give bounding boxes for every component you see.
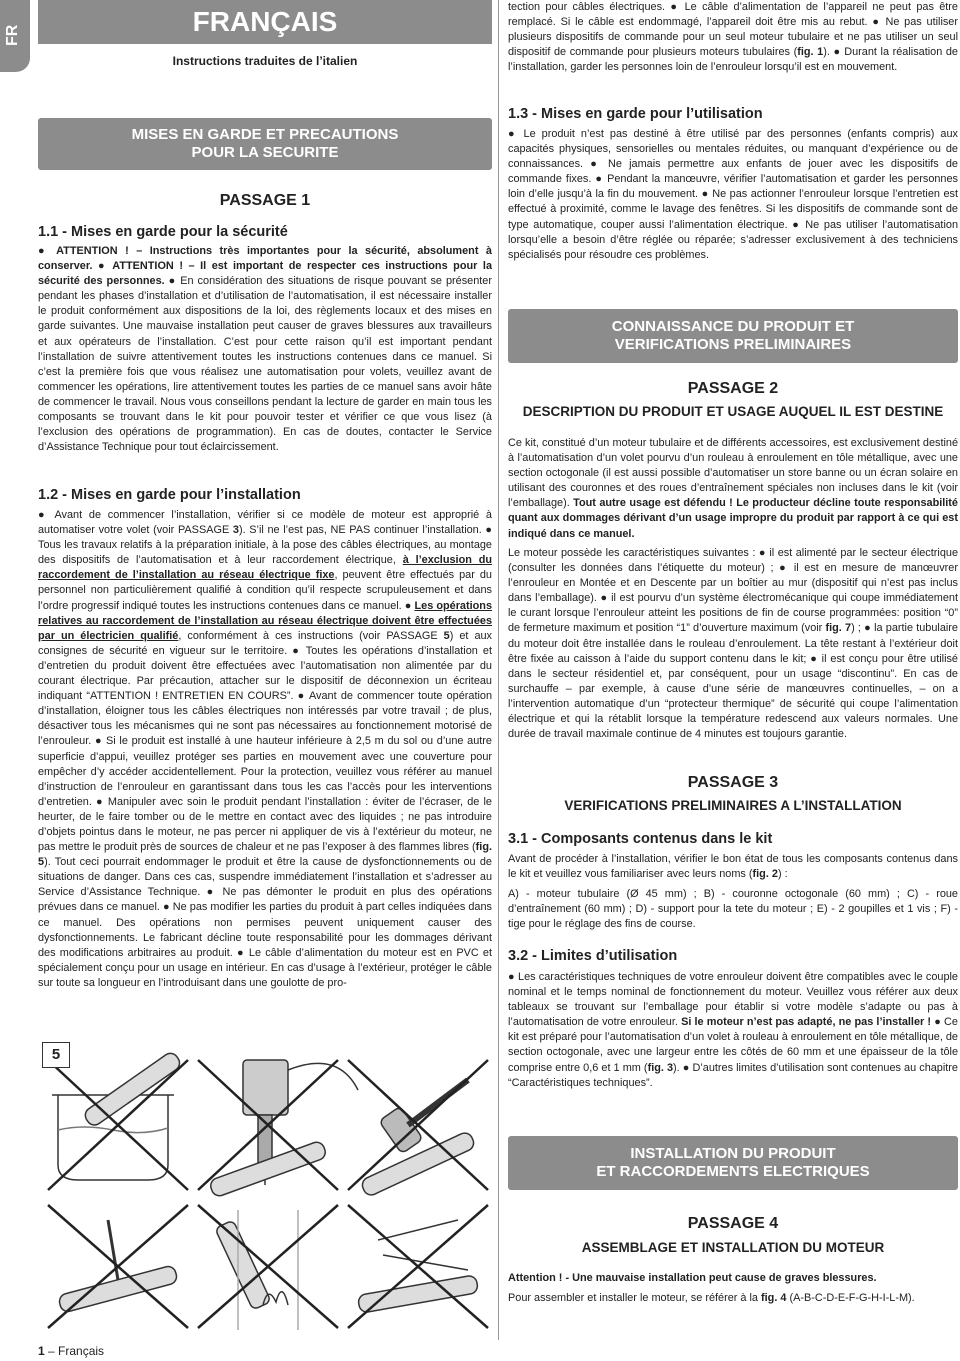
p4-fig-ref: fig. 4 bbox=[761, 1292, 787, 1304]
language-tab bbox=[0, 0, 30, 72]
p2-a: Ce kit, constitué d’un moteur tubulaire et de différents accessoires, est exclusivement destiné à l’automatisation d’un volet pourvu d’un rouleau à enroulement en tôle métallique, avec une section octogonale (il est aussi possible d’automatiser un store banne ou un écran solaire en utilisant des couronnes et des roues d’entraînement spéciales non incluses dans le kit (voir l’emballage). bbox=[508, 437, 958, 510]
column-divider bbox=[498, 0, 499, 1340]
top-text-a: tection pour câbles électriques. ● Le câble d’alimentation de l’appareil ne peut pas être remplacé. Si le câble est endommagé, l’appareil doit être mis au rebut. ● Ne pas utiliser plusieurs dispositifs de commande pour un seul moteur tubulaire et ne pas utiliser un seul dispositif de commande pour plusieurs moteurs tubulaires ( bbox=[508, 1, 958, 59]
s2-passage-ref: 3 bbox=[232, 524, 239, 537]
s2-underline-1: à l’exclusion du raccordement de l’installation au réseau électrique fixe bbox=[38, 554, 492, 582]
section-1-1-text bbox=[38, 244, 492, 455]
language-tab-label: FR bbox=[4, 24, 21, 46]
section-1-1-body: ● En considération des situations de risque pouvant se présenter pendant les phases d’installation et d’utilisation de l’automatisation, il est nécessaire installer le produit conformément aux dispositions de la loi, des règlements locaux et des mises en garde suivantes. Une mauvaise installation peut causer de graves blessures aux travailleurs et aux opérateurs de l’installation. C’est pour cette raison qu’il est important pendant l’installation de suivre attentivement toutes les instructions contenues dans ce manuel. Si c’est la première fois que vous réalisez une automatisation pour volets, veuillez avant de commencer les opérations, lire attentivement toutes les parties de ce manuel sans avoir hâte de commencer le travail. Nous vous conseillons pendant la lecture de garder en main tous les composants se trouvant dans le kit pour pouvoir tester et vérifier ce que vous lisez (à l’exclusion des opérations de programmation). En cas de doutes, contacter le Service d’Assistance Technique pour tout éclaircissement. bbox=[38, 275, 492, 454]
figure-5 bbox=[38, 1040, 492, 1330]
s31-fig-ref: fig. 2 bbox=[752, 868, 778, 881]
section-1-2-text bbox=[38, 508, 492, 991]
p2-d: ) ; ● la partie tubulaire du moteur doit être installée dans le rouleau d’enroulement. La tête restant à l’extérieur doit être fixée au caisson à l’aide du support contenu dans le kit; ● il est conçu pour être utilisé dans le secteur résidentiel et, par conséquent, pour un usage “discontinu”. En cas de surchauffe – par exemple, à cause d’une série de manœuvres continuelles, – on a l’intervention automatique d’un “protecteur thermique” de sécurité qui coupe l’alimentation électrique et qui la rétablit lorsque la température redescend aux valeurs normales. Une durée de travail maximale continue de 4 minutes est toujours garantie. bbox=[508, 622, 958, 741]
page-subtitle: Instructions traduites de l’italien bbox=[172, 54, 358, 68]
p2-b: Tout autre usage est défendu ! Le producteur décline toute responsabilité quant aux dommages dérivant d’un usage impropre du produit par rapport à ce qui est indiqué dans ce manuel. bbox=[508, 497, 958, 540]
passage-2-text-1 bbox=[508, 436, 958, 542]
s2-part-i: ). Tout ceci pourrait endommager le produit et être la cause de dysfonctionnements ou de situations de danger. Dans ces cas, suspendre immédiatement l’installation et s’adresser au Service d’Assistance Technique. ● Ne pas démonter le produit en plus des opérations prévues dans ce manuel. ● Ne pas modifier les parties du produit à part celles indiquées dans ce manuel. Des opérations non permises peuvent uniquement causer des dysfonctionnements. Le fabricant décline toute responsabilité pour les dommages dérivant des modifications arbitraires au produit. ● Le câble d’alimentation du moteur est en PVC et spécialement conçu pour un usage en intérieur. En cas d’usage à l’extérieur, protéger le câble sur toute sa longueur en l’introduisant dans une goulotte de pro- bbox=[38, 856, 492, 989]
s2-underline-2: Les opérations relatives au raccordement de l’installation au réseau électrique doivent être effectuées par un électricien qualifié bbox=[38, 599, 492, 642]
section-3-1-list: A) - moteur tubulaire (Ø 45 mm) ; B) - couronne octogonale (60 mm) ; C) - roue d’entraînement (60 mm) ; D) - support pour la tete du moteur ; E) - 2 goupilles et 1 vis ; F) - tige pour le réglage des fins de course. bbox=[508, 888, 958, 931]
continued-text bbox=[508, 0, 958, 75]
section-1-2-title: 1.2 - Mises en garde pour l’installation bbox=[38, 487, 301, 503]
section-3-1-text bbox=[508, 852, 958, 882]
banner-product: CONNAISSANCE DU PRODUIT ET VERIFICATIONS PRELIMINAIRES bbox=[508, 309, 958, 363]
banner-safety: MISES EN GARDE ET PRECAUTIONS POUR LA SECURITE bbox=[38, 118, 492, 170]
top-text-b: ). ● Durant la réalisation de l’installation, garder les personnes loin de l’enrouleur lorsqu’il est en mouvement. bbox=[508, 46, 958, 74]
p2-fig-ref: fig. 7 bbox=[825, 622, 852, 635]
p4-a: Pour assembler et installer le moteur, se référer à la bbox=[508, 1292, 762, 1304]
passage-4-subtitle: ASSEMBLAGE ET INSTALLATION DU MOTEUR bbox=[581, 1240, 885, 1255]
banner-installation: INSTALLATION DU PRODUIT ET RACCORDEMENTS ELECTRIQUES bbox=[508, 1136, 958, 1190]
section-1-1-bold: ● ATTENTION ! – Instructions très importantes pour la sécurité, absolument à conserver. ● ATTENTION ! – Il est important de respecter ces instructions pour la sécurité des personnes. bbox=[38, 245, 492, 288]
passage-2-title: PASSAGE 2 bbox=[687, 380, 779, 397]
top-fig-ref: fig. 1 bbox=[797, 46, 824, 59]
s2-part-g: ) et aux consignes de sécurité en vigueur sur le territoire. ● Toutes les opérations d’installation et d’entretien du produit doivent être effectuées avec l’automatisation non alimentée par du courant électrique. Par précaution, attacher sur le dispositif de déconnexion un écriteau indiquant “ATTENTION ! ENTRETIEN EN COURS”. ● Avant de commencer toute opération d’installation, éloigner tous les câbles électriques non intéressés par votre travail ; de plus, désactiver tous les mécanismes qui ne sont pas nécessaires au fonctionnement motorisé de l’enrouleur. ● Si le produit est installé à une hauteur inférieure à 2,5 m du sol ou d’une autre superficie d’appui, veuillez protéger ses parties en mouvement avec une couverture pour empêcher d’y accéder accidentellement. Pour la protection, veuillez vous référer au manuel d’instruction de l’enrouleur en garantissant dans tous les cas l’accès pour les interventions d’entretien. ● Manipuler avec soin le produit pendant l’installation : éviter de l’écraser, de le heurter, de le faire tomber ou de le mettre en contact avec des liquides ; ne pas introduire d’objets pointus dans le moteur, ne pas percer ni appliquer de vis à l’extérieur du moteur, ne pas mettre le produit près de sources de chaleur et ne pas l’exposer à des flammes libres ( bbox=[38, 629, 492, 854]
passage-2-text-2 bbox=[508, 546, 958, 742]
section-1-1-title: 1.1 - Mises en garde pour la sécurité bbox=[38, 224, 288, 240]
section-1-3-text: ● Le produit n’est pas destiné à être utilisé par des personnes (enfants compris) aux capacités physiques, sensorielles ou mentales réduites, ou manquant d’expérience ou de connaissances. ● Ne jamais permettre aux enfants de jouer avec les dispositifs de commande fixes. ● Pendant la manœuvre, vérifier l’automatisation et garder les personnes loin d’elle jusqu’à la fin du mouvement. ● Ne pas actionner l’enrouleur lorsque l’entretien est effectué à proximité, comme le lavage des fenêtres. Si les dispositifs de commande sont de type automatique, couper aussi l’alimentation électrique. ● Ne pas utiliser l’automatisation lorsqu’elle a besoin d’être réglée ou réparée; s’adresser exclusivement à des techniciens spécialisés pour résoudre ces problèmes. bbox=[508, 128, 958, 261]
section-1-3-title: 1.3 - Mises en garde pour l’utilisation bbox=[508, 106, 763, 122]
s32-c: ● Ce kit est préparé pour l’automatisation d’un volet à rouleau à enroulement en tôle métallique, de section octogonale, avec une largeur entre les côtés de 60 mm et une épaisseur de la tôle comprise entre 0,6 et 1 mm ( bbox=[508, 1016, 958, 1074]
figure-5-label: 5 bbox=[42, 1042, 70, 1068]
p2-c: Le moteur possède les caractéristiques suivantes : ● il est alimenté par le secteur électrique (consulter les données dans l’étiquette du moteur) ; ● il est en mesure de manœuvrer l’enrouleur en Montée et en Descente par un boîtier au mur (dispositif qui n’est pas inclus dans l’emballage). ● il est pourvu d’un système électromécanique qui coupe immédiatement le curant lorsque l’enrouleur atteint les positions de fin de course programmées: position “0” de fermeture maximum et position “1” d’ouverture maximum (voir bbox=[508, 547, 958, 635]
page-footer bbox=[38, 1344, 104, 1358]
s2-part-d: , peuvent être effectués par du personnel non particulièrement qualifié à condition qu’il respecte scrupuleusement et dans l’ordre progressif indiqué toutes les instructions contenues dans ce manuel. ● bbox=[38, 569, 492, 612]
passage-4-warning: Attention ! - Une mauvaise installation peut cause de graves blessures. bbox=[508, 1272, 877, 1284]
footer-page-number: 1 bbox=[38, 1344, 45, 1358]
s2-part-b: ). S’il ne l’est pas, NE PAS continuer l’installation. ● Tous les travaux relatifs à la préparation initiale, à la pose des câbles électriques, au montage des dispositifs de l’automatisation et à leur raccordement électrique, bbox=[38, 524, 492, 567]
s32-a: ● Les caractéristiques techniques de votre enrouleur doivent être compatibles avec le couple nominal et le temps nominal de fonctionnement du moteur. Veuillez vous référer aux deux tableaux se trouvant sur l’emballage pour établir si votre modèle s’adapte ou pas à l’automatisation de votre enrouleur. bbox=[508, 971, 958, 1029]
passage-4-text bbox=[508, 1291, 958, 1306]
s31-a: Avant de procéder à l’installation, vérifier le bon état de tous les composants contenus dans le kit et veuillez vous familiariser avec leurs noms ( bbox=[508, 853, 958, 881]
s2-passage-ref-5: 5 bbox=[443, 629, 450, 642]
s2-part-a: ● Avant de commencer l’installation, vérifier si ce modèle de moteur est approprié à automatiser votre volet (voir PASSAGE bbox=[38, 509, 492, 537]
s31-c: ) : bbox=[777, 868, 788, 881]
s2-fig-ref: fig. 5 bbox=[38, 841, 493, 869]
passage-3-subtitle: VERIFICATIONS PRELIMINAIRES A L’INSTALLATION bbox=[564, 798, 902, 813]
s32-d: ). ● D’autres limites d’utilisation sont contenues au chapitre “Caractéristiques techniques”. bbox=[508, 1061, 958, 1089]
passage-3-title: PASSAGE 3 bbox=[687, 774, 779, 791]
passage-1-title: PASSAGE 1 bbox=[219, 192, 311, 209]
section-3-2-title: 3.2 - Limites d’utilisation bbox=[508, 948, 678, 964]
figure-5-illustration bbox=[38, 1040, 492, 1330]
footer-language: – Français bbox=[44, 1344, 105, 1358]
page-title: FRANÇAIS bbox=[38, 0, 492, 44]
p4-c: (A-B-C-D-E-F-G-H-I-L-M). bbox=[786, 1292, 915, 1304]
section-3-2-text bbox=[508, 970, 958, 1091]
passage-4-title: PASSAGE 4 bbox=[687, 1215, 779, 1232]
section-3-1-title: 3.1 - Composants contenus dans le kit bbox=[508, 831, 773, 847]
s32-fig-ref: fig. 3 bbox=[647, 1061, 674, 1074]
s32-b: Si le moteur n’est pas adapté, ne pas l’installer ! bbox=[681, 1016, 932, 1029]
passage-2-subtitle: DESCRIPTION DU PRODUIT ET USAGE AUQUEL IL EST DESTINE bbox=[522, 404, 944, 419]
s2-part-f: , conformément à ces instructions (voir PASSAGE bbox=[178, 629, 444, 642]
